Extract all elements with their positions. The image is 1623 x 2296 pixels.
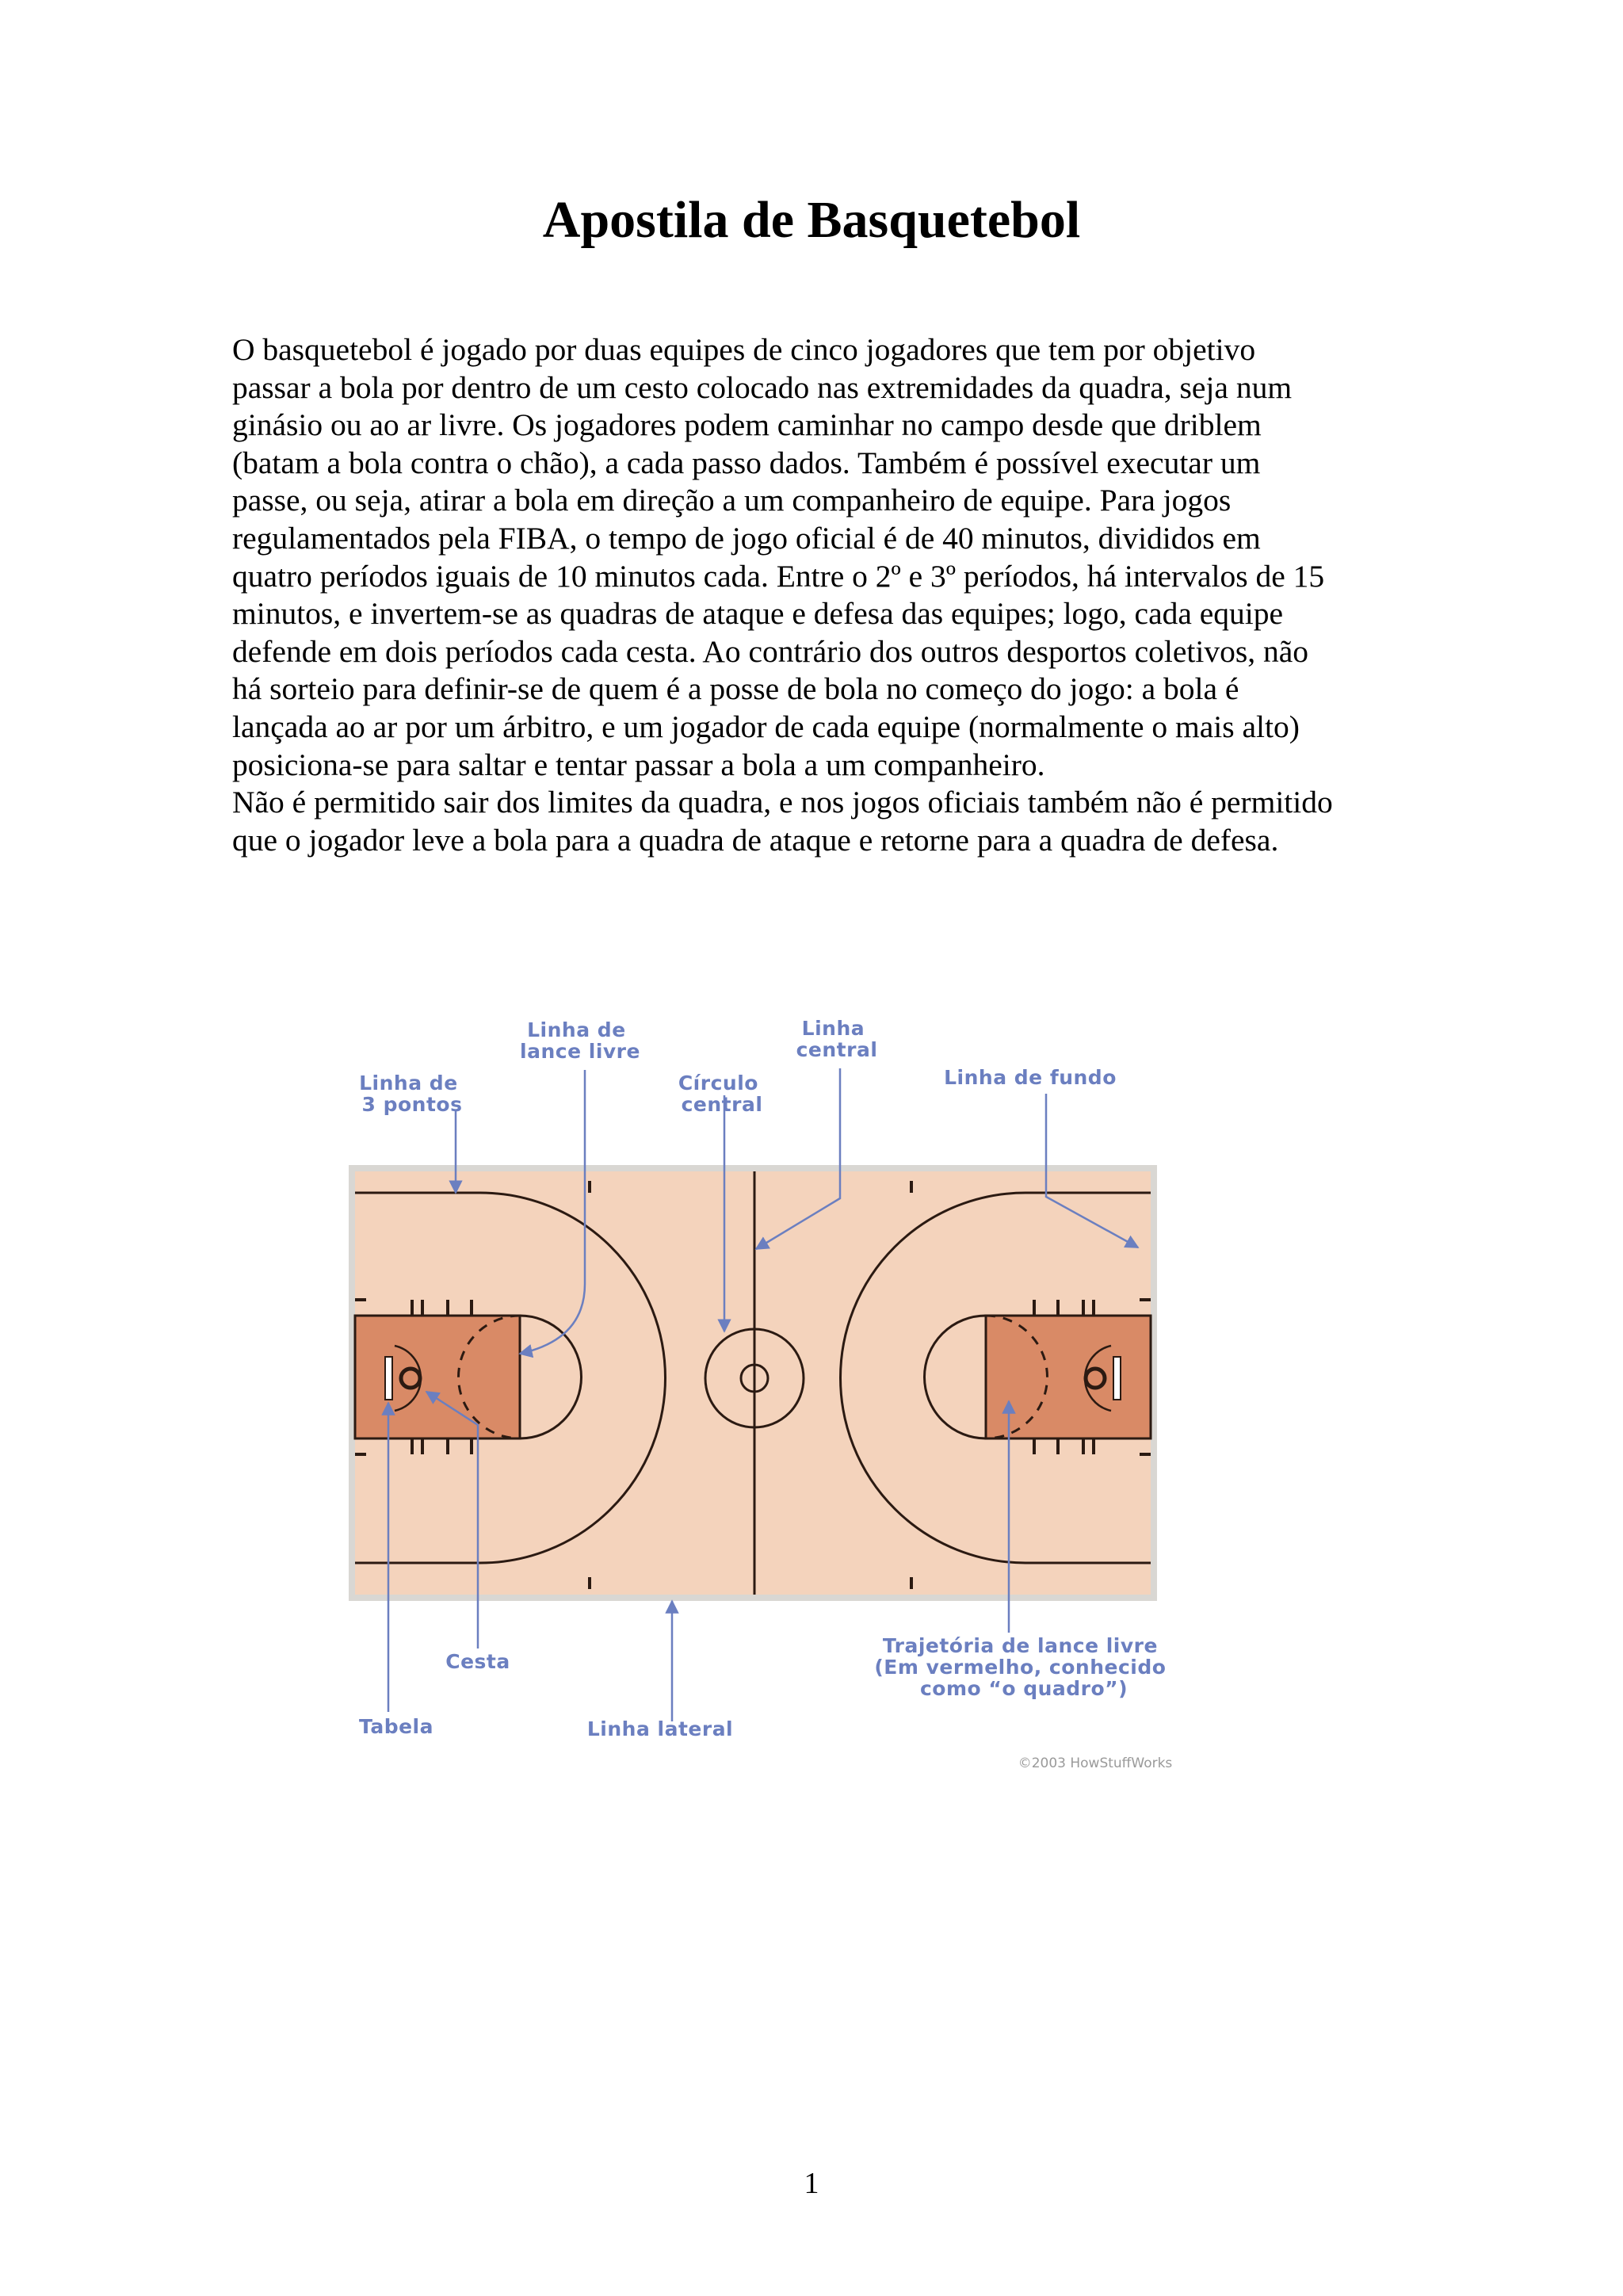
body-paragraph: [232, 331, 1405, 859]
label-trajetoria: Trajetória de lance livre (Em vermelho, conhecido como “o quadro”): [874, 1634, 1167, 1700]
basketball-court-figure: [333, 999, 1181, 1783]
left-key: [355, 1316, 520, 1438]
paragraph-line: minutos, e invertem-se as quadras de ataque e defesa das equipes; logo, cada equipe: [232, 596, 1284, 632]
paragraph-line: O basquetebol é jogado por duas equipes de cinco jogadores que tem por objetivo: [232, 332, 1256, 367]
label-linha-lateral: Linha lateral: [586, 1717, 734, 1740]
left-backboard: [385, 1357, 392, 1400]
page-title: Apostila de Basquetebol: [542, 191, 1081, 249]
paragraph-line: lançada ao ar por um árbitro, e um jogador de cada equipe (normalmente o mais alto): [232, 709, 1300, 744]
court-diagram: [333, 999, 1181, 1783]
paragraph-line: (batam a bola contra o chão), a cada passo dados. Também é possível executar um: [232, 445, 1261, 480]
paragraph-line: há sorteio para definir-se de quem é a posse de bola no começo do jogo: a bola é: [232, 671, 1239, 707]
label-linha-central: Linha central: [796, 1017, 878, 1061]
right-backboard: [1113, 1357, 1121, 1400]
paragraph-line: que o jogador leve a bola para a quadra de ataque e retorne para a quadra de defesa.: [232, 822, 1279, 858]
label-tres-pontos: Linha de 3 pontos: [359, 1072, 463, 1116]
label-tabela: Tabela: [359, 1715, 433, 1738]
paragraph-line: passe, ou seja, atirar a bola em direção a um companheiro de equipe. Para jogos: [232, 483, 1232, 518]
paragraph-line: Não é permitido sair dos limites da quadra, e nos jogos oficiais também não é permitido: [232, 785, 1333, 820]
paragraph-line: regulamentados pela FIBA, o tempo de jogo oficial é de 40 minutos, divididos em: [232, 520, 1261, 556]
label-circulo-central: Círculo central: [678, 1072, 763, 1116]
paragraph-line: passar a bola por dentro de um cesto colocado nas extremidades da quadra, seja num: [232, 369, 1293, 405]
figure-copyright: ©2003 HowStuffWorks: [1018, 1755, 1173, 1771]
label-cesta: Cesta: [445, 1650, 510, 1673]
label-lance-livre: Linha de lance livre: [520, 1018, 640, 1063]
right-key: [986, 1316, 1151, 1438]
paragraph-line: defende em dois períodos cada cesta. Ao contrário dos outros desportos coletivos, não: [232, 633, 1309, 669]
paragraph-line: ginásio ou ao ar livre. Os jogadores podem caminhar no campo desde que driblem: [232, 407, 1262, 443]
paragraph-line: posiciona-se para saltar e tentar passar a bola a um companheiro.: [232, 747, 1045, 782]
page-number: 1: [804, 2167, 819, 2200]
court: [349, 1165, 1157, 1601]
label-linha-fundo: Linha de fundo: [944, 1066, 1117, 1089]
paragraph-line: quatro períodos iguais de 10 minutos cada. Entre o 2º e 3º períodos, há intervalos de 15: [232, 558, 1325, 594]
